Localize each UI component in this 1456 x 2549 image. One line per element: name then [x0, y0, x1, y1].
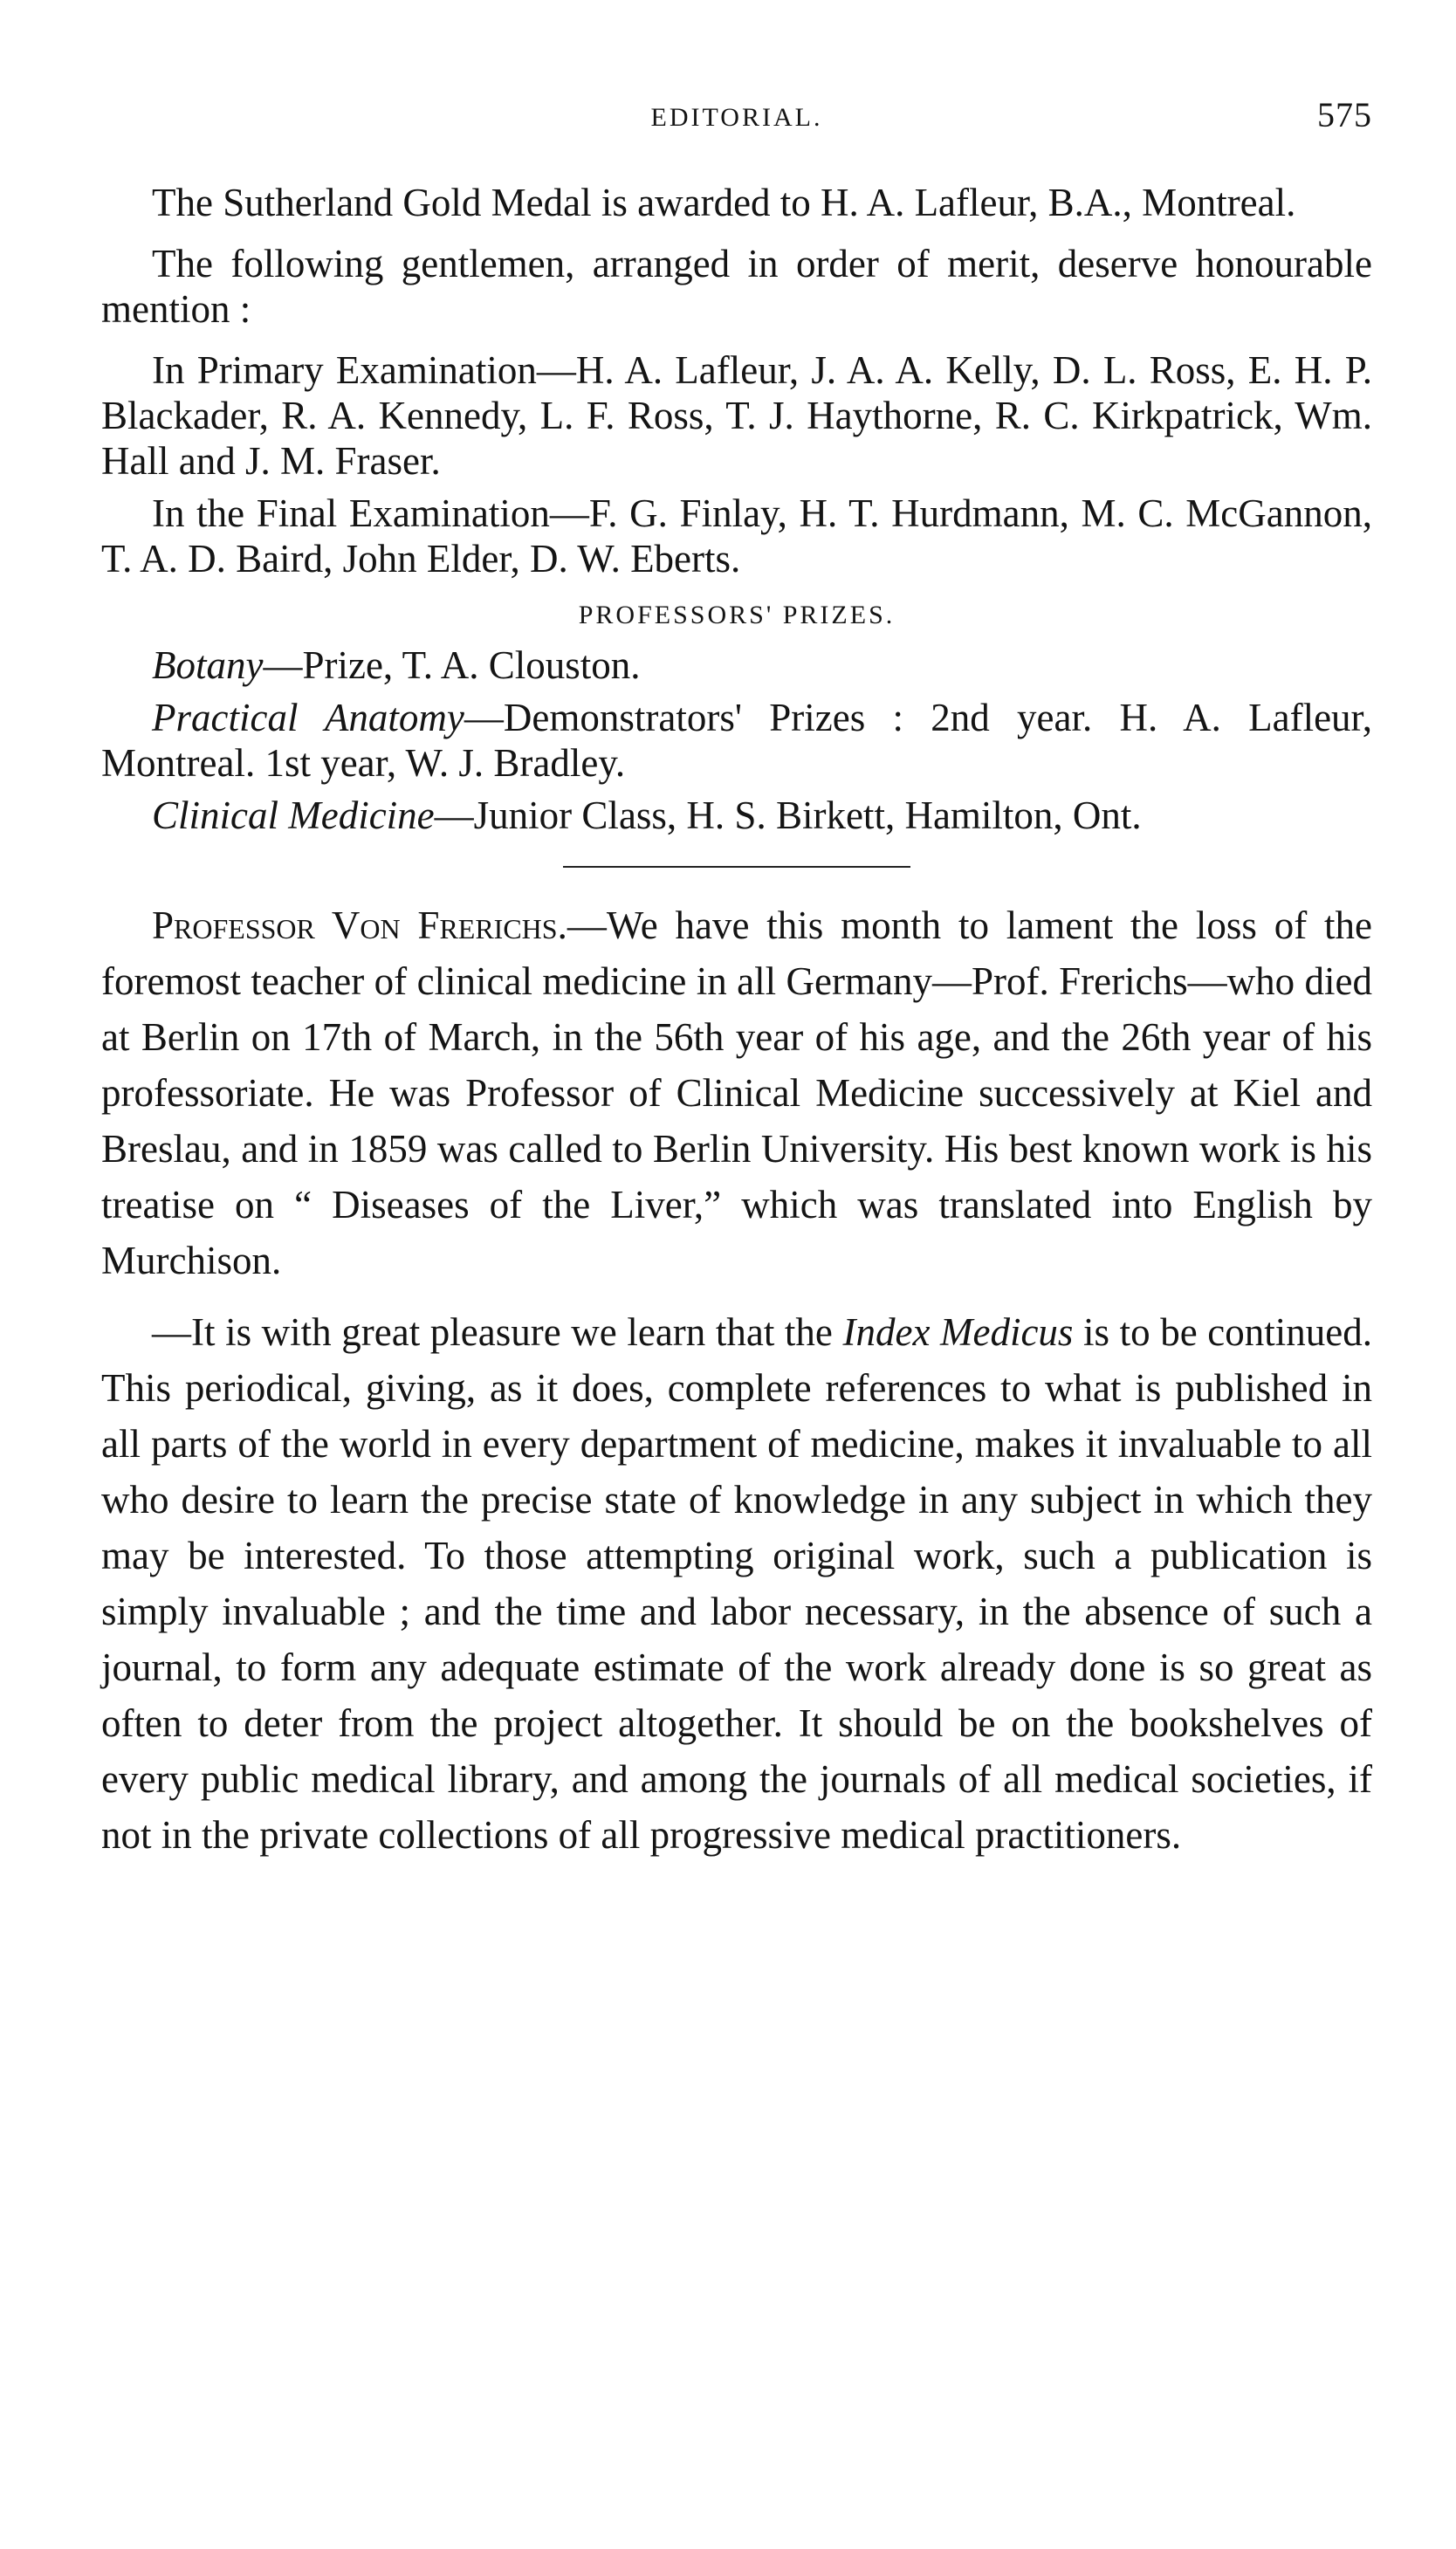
index-medicus-title: Index Medicus [842, 1310, 1074, 1354]
final-examination-paragraph: In the Final Examination—F. G. Finlay, H. T. Hurdmann, M. C. McGannon, T. A. D. Baird, John Elder, D. W. Eberts. [101, 491, 1372, 581]
frerichs-lead: Professor Von Frerichs. [152, 903, 567, 947]
index-medicus-text-before: —It is with great pleasure we learn that the [152, 1310, 843, 1354]
section-divider [563, 866, 910, 868]
clinical-prize-text: —Junior Class, H. S. Birkett, Hamilton, Ont. [434, 794, 1142, 837]
frerichs-obituary-paragraph [101, 897, 1372, 1288]
botany-prize-text: —Prize, T. A. Clouston. [263, 643, 641, 687]
page-number: 575 [1317, 95, 1372, 134]
anatomy-subject: Practical Anatomy [152, 696, 464, 739]
botany-subject: Botany [152, 643, 264, 687]
frerichs-text: —We have this month to lament the loss of the foremost teacher of clinical medicine in all Germany—Prof. Frerichs—who died at Berlin on 17th of March, in the 56th year of his age, and the 26th year of his professoriate. He was Professor of Clinical Medicine successively at Kiel and Breslau, and in 1859 was called to Berlin University. His best known work is his treatise on “ Diseases of the Liver,” which was translated into English by Murchison. [101, 903, 1372, 1282]
primary-examination-paragraph: In Primary Examination—H. A. Lafleur, J. A. A. Kelly, D. L. Ross, E. H. P. Blackader, R. A. Kennedy, L. F. Ross, T. J. Haythorne, R. C. Kirkpatrick, Wm. Hall and J. M. Fraser. [101, 348, 1372, 483]
honourable-mention-intro: The following gentlemen, arranged in order of merit, deserve honourable mention : [101, 242, 1372, 331]
sutherland-medal-paragraph: The Sutherland Gold Medal is awarded to H. A. Lafleur, B.A., Montreal. [152, 181, 1296, 224]
index-medicus-paragraph [101, 1304, 1372, 1863]
running-head [101, 87, 1372, 140]
anatomy-prize [101, 695, 1372, 786]
clinical-medicine-prize [101, 793, 1372, 838]
professors-prizes-heading: PROFESSORS' PRIZES. [578, 601, 896, 629]
index-medicus-text-after: is to be continued. This periodical, giving, as it does, complete references to what is published in all parts of the world in every department of medicine, makes it invaluable to all who desire to learn the precise state of knowledge in any subject in which they may be interested. To those attempting original work, such a publication is simply invaluable ; and the time and labor necessary, in the absence of such a journal, to form any adequate estimate of the work already done is so great as often to deter from the project altogether. It should be on the bookshelves of every public medical library, and among the journals of all medical societies, if not in the private collections of all progressive medical practitioners. [101, 1310, 1372, 1857]
clinical-subject: Clinical Medicine [152, 794, 435, 837]
page [101, 87, 1372, 1863]
running-head-title: EDITORIAL. [650, 103, 823, 132]
anatomy-prize-text: —Demonstrators' Prizes : 2nd year. H. A. Lafleur, Montreal. 1st year, W. J. Bradley. [101, 696, 1372, 785]
botany-prize [101, 642, 1372, 688]
